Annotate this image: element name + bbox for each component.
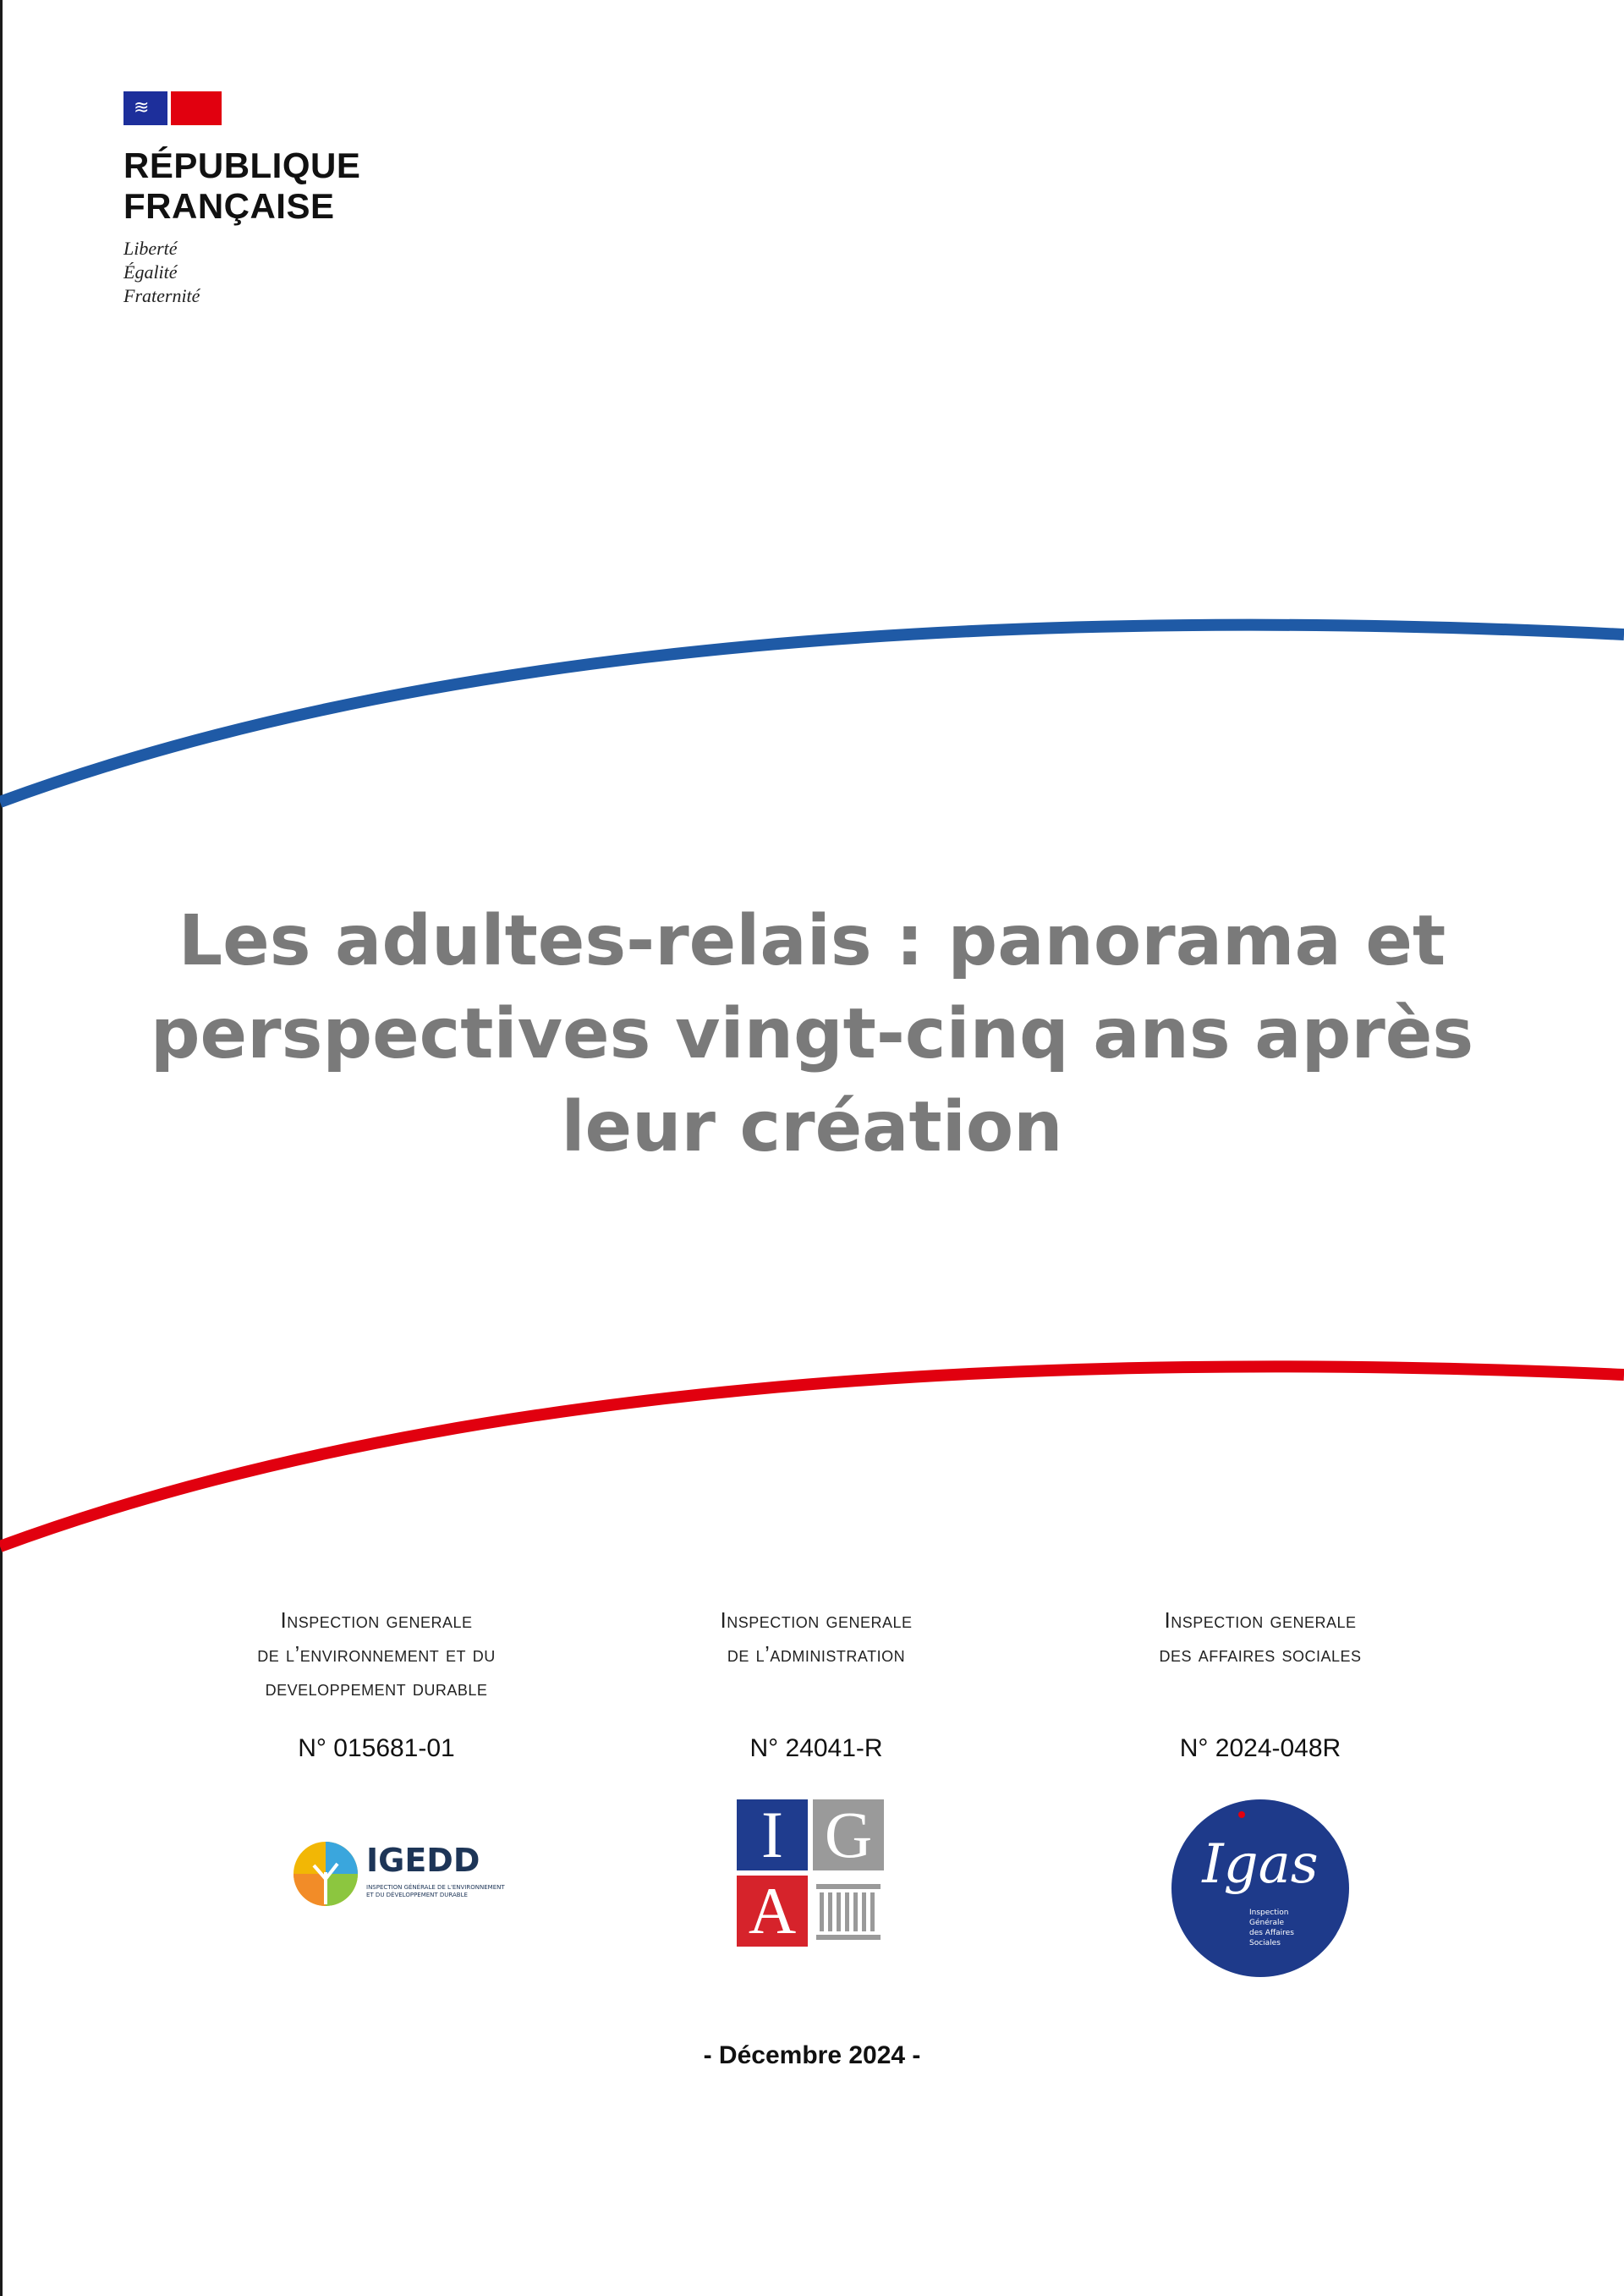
igas-subtitle: [1249, 1908, 1334, 1948]
inspection-name-line: Inspection generale: [280, 1607, 473, 1633]
igas-subtitle-line: Inspection: [1249, 1909, 1289, 1917]
title-line-3: leur création: [561, 1087, 1063, 1167]
igedd-logo-subtitle: INSPECTION GÉNÉRALE DE L'ENVIRONNEMENT ET DU DÉVELOPPEMENT DURABLE: [366, 1884, 505, 1898]
igas-subtitle-line: Générale: [1249, 1919, 1285, 1927]
igas-subtitle-line: Sociales: [1249, 1939, 1281, 1947]
igas-red-dot: [1238, 1811, 1245, 1818]
republique-line-2: FRANÇAISE: [123, 186, 335, 226]
inspection-name: [1040, 1603, 1480, 1705]
report-title: [135, 895, 1489, 1174]
inspection-iga: [596, 1603, 1036, 1947]
inspection-name-line: des affaires sociales: [1159, 1641, 1362, 1667]
inspection-name-line: de l’administration: [727, 1641, 906, 1667]
igedd-tree-icon: [292, 1840, 359, 1908]
inspection-name: [156, 1603, 596, 1705]
iga-letter-i: I: [737, 1799, 808, 1870]
igas-logo-mark: [1171, 1799, 1349, 1977]
inspection-name-line: developpement durable: [265, 1675, 488, 1700]
inspection-name-line: Inspection generale: [1164, 1607, 1357, 1633]
title-line-1: Les adultes-relais : panorama et: [178, 901, 1446, 981]
igas-subtitle-line: des Affaires: [1249, 1929, 1294, 1937]
iga-letter-a: A: [737, 1876, 808, 1947]
iga-letter-g: G: [813, 1799, 884, 1870]
republique-line-1: RÉPUBLIQUE: [123, 146, 361, 185]
iga-logo: [596, 1799, 1036, 1960]
blue-arc: [0, 625, 1624, 802]
igedd-logo-title: IGEDD: [366, 1842, 480, 1879]
report-number: N° 2024-048R: [1179, 1734, 1341, 1762]
marianne-profile-icon: ≋: [134, 97, 150, 118]
igas-script-text: Igas: [1202, 1833, 1319, 1896]
motto-liberte: Liberté: [123, 238, 178, 259]
building-columns-icon: [813, 1876, 884, 1947]
inspection-name-line: de l’environnement et du: [257, 1641, 496, 1667]
motto-fraternite: Fraternité: [123, 285, 200, 306]
inspections-row: [0, 1603, 1624, 2009]
igedd-logo-mark: [292, 1832, 512, 1925]
inspection-igas: [1040, 1603, 1480, 1947]
iga-building-icon: [813, 1876, 884, 1947]
report-date: - Décembre 2024 -: [703, 2041, 921, 2069]
report-number: N° 015681-01: [298, 1734, 455, 1762]
report-number: N° 24041-R: [749, 1734, 883, 1762]
igedd-logo: [156, 1799, 596, 1960]
igas-logo: [1040, 1799, 1480, 1960]
title-line-2: perspectives vingt-cinq ans après: [150, 994, 1474, 1074]
motto-egalite: Égalité: [123, 261, 178, 283]
inspection-name: [596, 1603, 1036, 1705]
red-arc: [0, 1366, 1624, 1546]
inspection-name-line: Inspection generale: [720, 1607, 913, 1633]
inspection-igedd: [156, 1603, 596, 1898]
iga-logo-grid: [737, 1799, 897, 1952]
